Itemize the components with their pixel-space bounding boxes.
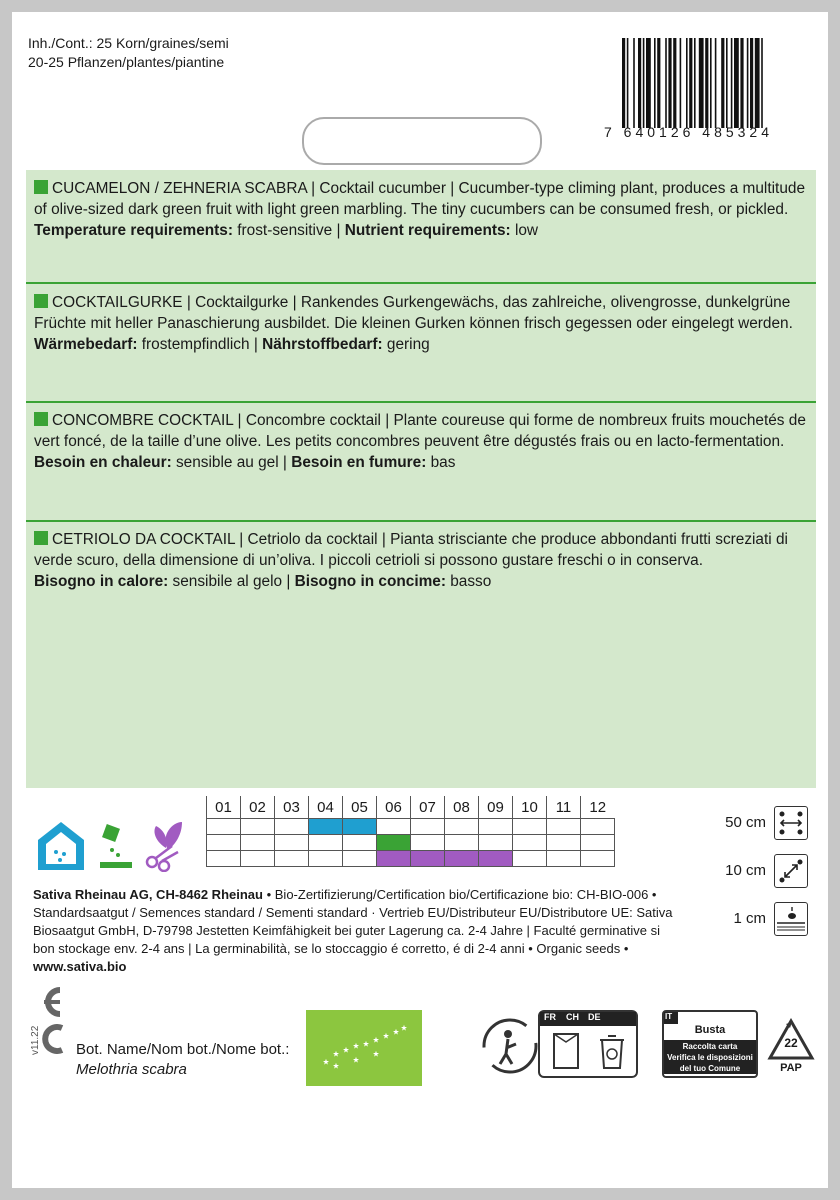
sowing-greenhouse-icon [34,818,88,874]
barcode-bar [715,38,717,128]
barcode-bar [755,38,760,128]
calendar-cell [241,835,275,851]
contents-info [28,34,229,72]
packet-window [302,117,542,165]
calendar-month-label: 11 [547,796,581,819]
eu-organic-logo [306,1010,422,1086]
company-name: Sativa Rheinau AG, CH-8462 Rheinau [33,887,263,902]
growing-calendar [206,796,628,867]
calendar-cell [241,819,275,835]
calendar-month-label: 05 [343,796,377,819]
pap-label: PAP [780,1062,802,1074]
calendar-cell [479,851,513,867]
calendar-month-label: 09 [479,796,513,819]
calendar-cell [411,851,445,867]
barcode-digits: 7 640126 485324 [604,124,773,140]
sowing-outdoor-icon [98,822,134,870]
calendar-cell [207,835,241,851]
it-line: del tuo Comune [679,1064,741,1073]
calendar-month-label: 08 [445,796,479,819]
barcode-bar [686,38,688,128]
requirement-label: Wärmebedarf: [34,336,138,353]
requirement-value: sensibile al gelo | [168,573,295,590]
barcode-bar [643,38,645,128]
requirement-value: gering [382,336,430,353]
italian-disposal-box [662,1010,758,1078]
requirement-label: Temperature requirements: [34,222,233,239]
requirement-label: Besoin en fumure: [291,454,427,471]
botanical-label: Bot. Name/Nom bot./Nome bot.: [76,1041,290,1058]
company-website[interactable]: www.sativa.bio [33,959,127,974]
requirement-value: frost-sensitive | [233,222,345,239]
barcode-bar [673,38,676,128]
plant-spacing-label: 10 cm [725,862,766,879]
calendar-cell [513,819,547,835]
divider [26,282,816,284]
contents-line-2: 20-25 Pflanzen/plantes/piantine [28,54,225,70]
pap-recycling-symbol [766,1018,816,1078]
calendar-cell [445,835,479,851]
harvest-scissors-icon [142,816,194,872]
section-english [34,178,810,241]
section-lead: CUCAMELON / ZEHNERIA SCABRA | Cocktail cucumber | Cucumber-type climing plant, produces a multitude of olive-sized dark green fruit with light green marbling. The tiny cucumbers can be consumed fresh, or pickled. [34,180,805,218]
paper-bag-icon [550,1030,582,1072]
calendar-cell [343,819,377,835]
recycling-bin-icon [596,1030,628,1072]
requirement-value: low [510,222,539,239]
calendar-month-label: 01 [207,796,241,819]
barcode-bar [657,38,660,128]
calendar-cell [343,835,377,851]
it-line: Verifica le disposizioni [667,1053,753,1062]
calendar-cell [241,851,275,867]
barcode-bar [734,38,739,128]
barcode-bar [668,38,671,128]
it-code: IT [665,1012,673,1021]
calendar-cell [343,851,377,867]
barcode-bar [721,38,724,128]
row-spacing-icon [774,806,808,840]
sowing-depth-icon [774,902,808,936]
section-lead: CETRIOLO DA COCKTAIL | Cetriolo da cocktail | Pianta strisciante che produce abbondanti frutti screziati di verde scuro, della dimensione di un’oliva. I piccoli cetrioli si possono gustare freschi o in conserva. [34,531,788,569]
barcode-bar [750,38,753,128]
calendar-cell [377,835,411,851]
barcode-bar [761,38,763,128]
section-italian [34,529,810,592]
requirement-value: bas [426,454,456,471]
barcode [620,38,816,128]
calendar-cell [581,819,615,835]
requirement-label: Bisogno in calore: [34,573,169,590]
calendar-cell [275,835,309,851]
barcode-bar [740,38,743,128]
calendar-month-label: 07 [411,796,445,819]
calendar-cell [581,851,615,867]
barcode-bar [654,38,656,128]
barcode-bar [726,38,728,128]
country-code: DE [588,1012,601,1022]
row-spacing [688,806,808,842]
calendar-plant-row [207,835,615,851]
requirement-value: frostempfindlich | [137,336,263,353]
calendar-cell [479,819,513,835]
calendar-header-row [207,796,615,819]
requirement-value: basso [445,573,492,590]
triman-box [538,1010,638,1078]
calendar-cell [377,851,411,867]
botanical-value: Melothria scabra [76,1061,187,1078]
description-panel [26,170,816,788]
barcode-bar [699,38,704,128]
botanical-name [76,1040,289,1080]
recycling-person-icon [480,1016,540,1076]
calendar-month-label: 04 [309,796,343,819]
calendar-table [206,796,615,867]
calendar-cell [309,835,343,851]
company-info [33,886,673,976]
calendar-cell [547,851,581,867]
calendar-cell [309,851,343,867]
sowing-depth [688,902,808,938]
it-line: Raccolta carta [682,1042,738,1051]
calendar-cell [513,851,547,867]
section-french [34,410,810,473]
calendar-cell [513,835,547,851]
calendar-harvest-row [207,851,615,867]
calendar-month-label: 02 [241,796,275,819]
requirement-label: Bisogno in concime: [294,573,446,590]
calendar-cell [309,819,343,835]
calendar-sow-row [207,819,615,835]
divider [26,520,816,522]
barcode-bar [665,38,667,128]
calendar-month-label: 06 [377,796,411,819]
section-german [34,292,810,355]
requirement-label: Nutrient requirements: [344,222,511,239]
requirement-label: Besoin en chaleur: [34,454,172,471]
green-square-icon [34,412,48,426]
barcode-bar [731,38,733,128]
barcode-bar [747,38,749,128]
calendar-cell [445,851,479,867]
requirement-label: Nährstoffbedarf: [262,336,383,353]
calendar-month-label: 03 [275,796,309,819]
version-code: v11.22 [30,1025,41,1055]
company-text: • Bio-Zertifizierung/Certification bio/Certificazione bio: CH-BIO-006 • Standardsaatgut / Semences standard / Sementi standard · Vertrieb EU/Distributeur EU/Distributore UE: Sativa Biosaatgut GmbH, D-79798 Jestetten Keimfähigkeit bei guter Lagerung ca. 2-4 Jahre | Faculté germinative si bon stockage env. 2-4 ans | La germinabilità, se lo stoccaggio é corretto, é di 2-4 anni • Organic seeds • [33,887,673,956]
calendar-cell [445,819,479,835]
barcode-bar [646,38,651,128]
barcode-bar [689,38,692,128]
green-square-icon [34,294,48,308]
barcode-bar [633,38,635,128]
divider [26,401,816,403]
sowing-depth-label: 1 cm [733,910,766,927]
section-lead: CONCOMBRE COCKTAIL | Concombre cocktail | Plante coureuse qui forme de nombreux fruits mouchetés de vert foncé, de la taille d’une olive. Les petits concombres peuvent être dégustés frais ou en lacto-fermentation. [34,412,806,450]
calendar-cell [275,819,309,835]
row-spacing-label: 50 cm [725,814,766,831]
green-square-icon [34,531,48,545]
country-code: CH [566,1012,579,1022]
calendar-month-label: 10 [513,796,547,819]
barcode-bar [694,38,696,128]
calendar-cell [479,835,513,851]
barcode-bar [622,38,625,128]
barcode-bar [680,38,682,128]
section-lead: COCKTAILGURKE | Cocktailgurke | Rankendes Gurkengewächs, das zahlreiche, olivengrosse, dunkelgrüne Früchte mit heller Panaschierung ausbildet. Die kleinen Gurken können frisch gegessen oder eingelegt werden. [34,294,793,332]
green-square-icon [34,180,48,194]
plant-spacing-icon [774,854,808,888]
barcode-bar [627,38,629,128]
calendar-cell [581,835,615,851]
pap-number: 22 [784,1036,798,1050]
barcode-bar [705,38,708,128]
contents-line-1: Inh./Cont.: 25 Korn/graines/semi [28,35,229,51]
calendar-cell [275,851,309,867]
calendar-cell [547,835,581,851]
calendar-cell [377,819,411,835]
country-code: FR [544,1012,556,1022]
calendar-month-label: 12 [581,796,615,819]
barcode-bar [710,38,712,128]
requirement-value: sensible au gel | [171,454,292,471]
calendar-cell [207,819,241,835]
calendar-cell [411,835,445,851]
it-instructions [664,1041,756,1074]
calendar-cell [207,851,241,867]
it-title: Busta [694,1024,726,1036]
e-mark-icon [30,986,74,1018]
plant-spacing [688,854,808,890]
calendar-cell [547,819,581,835]
calendar-cell [411,819,445,835]
barcode-bar [638,38,641,128]
